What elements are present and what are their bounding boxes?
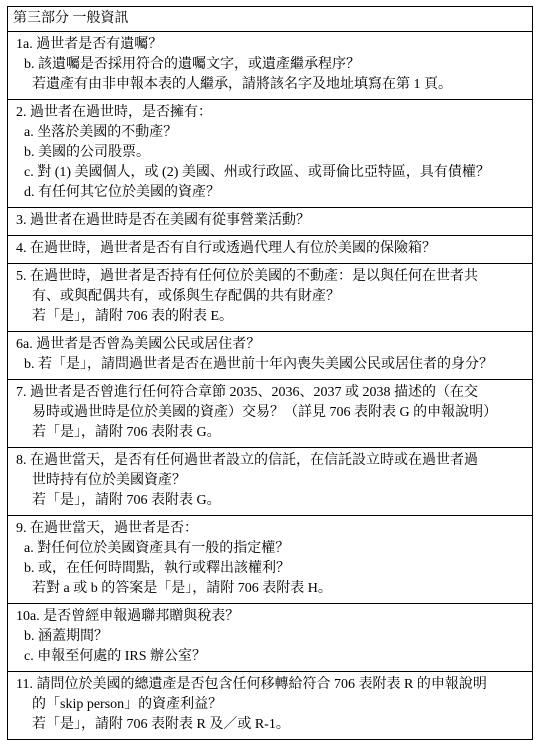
part-title: 第三部分 一般資訊 [8,7,532,32]
question-11 [8,672,532,739]
question-line: b. 涵蓋期間？ [24,629,108,644]
question-line: 世時持有位於美國資產？ [32,473,186,488]
question-line: b. 該遺囑是否採用符合的遺囑文字，或遺產繼承程序？ [24,57,360,72]
question-line: 3. 過世者在過世時是否在美國有從事營業活動？ [16,213,310,228]
question-4 [8,236,532,264]
question-10 [8,604,532,672]
question-line: 若對 a 或 b 的答案是「是」，請附 706 表附表 H。 [32,581,332,596]
question-line: 5. 在過世時，過世者是否持有任何位於美國的不動產：是以與任何在世者共 [16,269,478,284]
question-line: 有、或與配偶共有，或係與生存配偶的共有財產？ [32,289,340,304]
question-line: c. 申報至何處的 IRS 辦公室？ [24,649,206,664]
question-line: 2. 過世者在過世時，是否擁有： [16,105,212,120]
question-line: 9. 在過世當天，過世者是否： [16,521,198,536]
question-line: 6a. 過世者是否曾為美國公民或居住者？ [16,337,261,352]
question-2 [8,100,532,208]
general-information-form [7,6,533,740]
question-line: b. 美國的公司股票。 [24,145,150,160]
question-5 [8,264,532,332]
question-line: a. 坐落於美國的不動產？ [24,125,178,140]
question-line: a. 對任何位於美國資產具有一般的指定權？ [24,541,290,556]
question-6 [8,332,532,380]
question-line: 8. 在過世當天，是否有任何過世者設立的信託，在信託設立時或在過世者過 [16,453,478,468]
question-line: 4. 在過世時，過世者是否有自行或透過代理人有位於美國的保險箱？ [16,241,436,256]
question-1 [8,32,532,100]
question-line: 1a. 過世者是否有遺囑？ [16,37,163,52]
question-9 [8,516,532,604]
question-list [8,32,532,739]
question-line: 的「skip person」的資產利益？ [32,697,223,712]
question-line: 若「是」，請附 706 表附表 G。 [32,425,221,440]
question-line: c. 對 (1) 美國個人，或 (2) 美國、州或行政區、或哥倫比亞特區，具有債權？ [24,165,490,180]
question-line: b. 或，在任何時間點，執行或釋出該權利？ [24,561,290,576]
question-line: b. 若「是」，請問過世者是否在過世前十年內喪失美國公民或居住者的身分？ [24,357,493,372]
question-7 [8,380,532,448]
question-line: 若「是」，請附 706 表附表 R 及／或 R-1。 [32,717,290,732]
question-8 [8,448,532,516]
question-3 [8,208,532,236]
question-line: 11. 請問位於美國的總遺產是否包含任何移轉給符合 706 表附表 R 的申報說明 [16,677,487,692]
question-line: 若「是」，請附 706 表附表 G。 [32,493,221,508]
question-line: 若遺產有由非申報本表的人繼承，請將該名字及地址填寫在第 1 頁。 [32,77,452,92]
question-line: 10a. 是否曾經申報過聯邦贈與稅表？ [16,609,240,624]
question-line: 若「是」，請附 706 表的附表 E。 [32,309,234,324]
question-line: 易時或過世時是位於美國的資產）交易？（詳見 706 表附表 G 的申報說明） [32,405,498,420]
question-line: d. 有任何其它位於美國的資產？ [24,185,220,200]
question-line: 7. 過世者是否曾進行任何符合章節 2035、2036、2037 或 2038 描述的（在交 [16,385,478,400]
